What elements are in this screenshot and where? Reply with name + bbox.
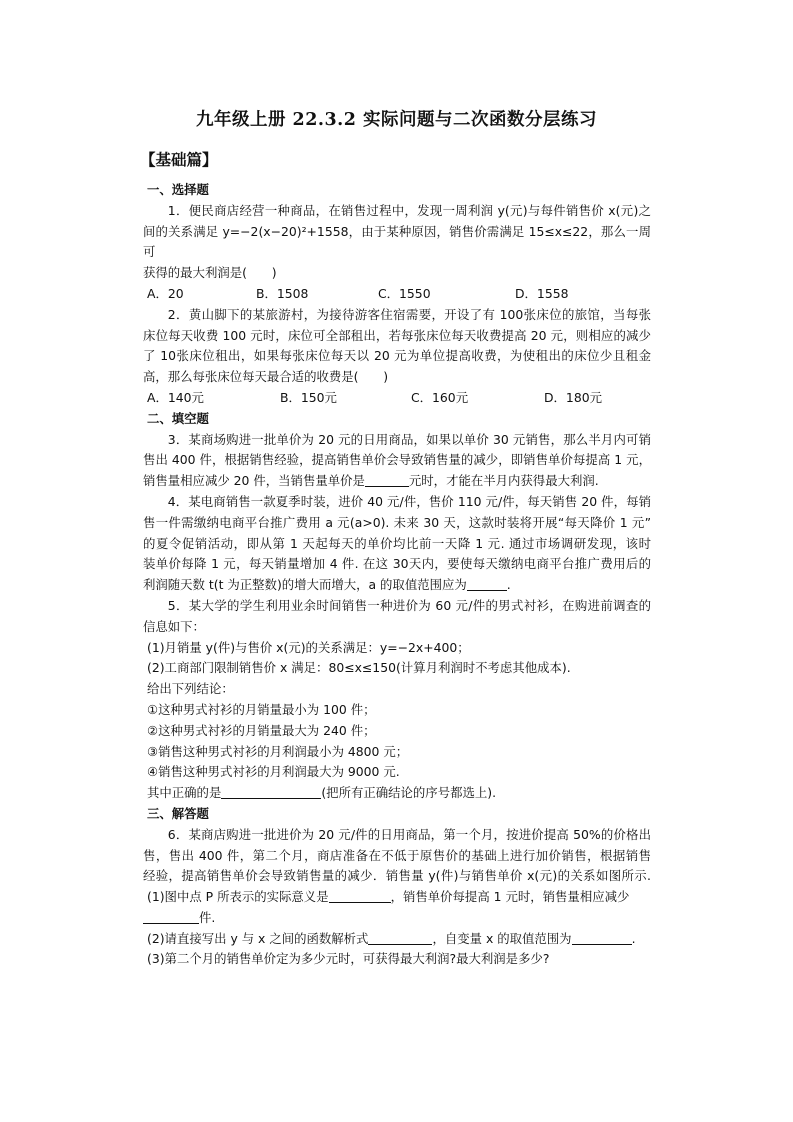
part1-heading: 一、选择题 — [147, 182, 209, 197]
q1-line: 间的关系满足 y=−2(x−20)²+1558，由于某种原因，销售价需满足 15≤x≤22，那么一周可 — [143, 223, 651, 260]
q5-line: 信息如下： — [143, 618, 205, 634]
question-6 — [143, 825, 651, 971]
q2-line: 床位每天收费 100 元时，床位可全部租出，若每张床位每天收费提高 20 元，则相应的减少 — [143, 327, 651, 343]
worksheet-content — [143, 180, 651, 970]
q5-statement: ②这种男式衬衫的月销量最大为 240 件； — [147, 722, 376, 738]
q2-option-b: B．150元 — [280, 389, 337, 405]
q6-text: (1)图中点 P 所表示的实际意义是 — [147, 889, 329, 905]
question-3 — [143, 430, 651, 492]
q3-line: 3．某商场购进一批单价为 20 元的日用商品，如果以单价 30 元销售，那么半月内可销 — [167, 431, 651, 447]
q5-line — [143, 783, 651, 804]
q5-line: 5．某大学的学生利用业余时间销售一种进价为 60 元/件的男式衬衫，在购进前调查的 — [167, 597, 651, 613]
q6-sub2 — [143, 929, 651, 950]
q6-answer-blank-3[interactable] — [368, 931, 432, 945]
page-title: 九年级上册 22.3.2 实际问题与二次函数分层练习 — [195, 110, 598, 130]
q6-text: ，销售单价每提高 1 元时，销售量相应减少 — [390, 889, 630, 905]
q4-answer-blank[interactable] — [467, 577, 507, 591]
q4-line: 售一件需缴纳电商平台推广费用 a 元(a>0). 未来 30 天，这款时装将开展“每天降价 1 元” — [143, 514, 651, 530]
q6-line: 经验，提高销售单价会导致销售量的减少．销售量 y(件)与销售单价 x(元)的关系如图所示. — [143, 868, 651, 884]
question-4 — [143, 492, 651, 596]
q1-option-d: D．1558 — [515, 285, 569, 301]
q1-line: 1．便民商店经营一种商品，在销售过程中，发现一周利润 y(元)与每件销售价 x(元)之 — [167, 202, 651, 218]
q5-answer-blank[interactable] — [221, 785, 321, 799]
q5-text: 其中正确的是 — [147, 785, 222, 801]
q1-option-c: C．1550 — [378, 285, 431, 301]
q4-line: 装单价每降 1 元，每天销量增加 4 件. 在这 30天内，要使每天缴纳电商平台推广费用后的 — [143, 556, 651, 572]
q2-options — [143, 388, 651, 409]
q5-given: 给出下列结论： — [147, 681, 234, 697]
q6-line: 售，售出 400 件，第二个月，商店准备在不低于原售价的基础上进行加价销售，根据销售 — [143, 847, 651, 863]
q4-line — [143, 575, 651, 596]
q1-option-a: A．20 — [147, 285, 184, 301]
q5-condition: (1)月销量 y(件)与售价 x(元)的关系满足：y=−2x+400； — [147, 639, 470, 655]
q6-text: . — [631, 930, 636, 946]
question-2 — [143, 305, 651, 409]
question-5 — [143, 596, 651, 804]
q6-answer-blank-1[interactable] — [329, 889, 391, 903]
part2-heading: 二、填空题 — [147, 410, 209, 426]
q3-answer-blank[interactable] — [365, 473, 409, 487]
q2-option-d: D．180元 — [544, 389, 602, 405]
q4-line: 4．某电商销售一款夏季时装，进价 40 元/件，售价 110 元/件，每天销售 20 件，每销 — [167, 493, 651, 509]
q4-line: 的夏令促销活动，即从第 1 天起每天的单价均比前一天降 1 元. 通过市场调研发现，该时 — [143, 535, 651, 551]
q6-answer-blank-2[interactable] — [143, 910, 199, 924]
q2-line: 了 10张床位租出，如果每张床位每天以 20 元为单位提高收费，为使租出的床位少且租金 — [143, 348, 651, 364]
section-heading: 【基础篇】 — [140, 151, 218, 169]
q3-line — [143, 471, 651, 492]
q5-condition: (2)工商部门限制销售价 x 满足：80≤x≤150(计算月利润时不考虑其他成本). — [147, 660, 571, 676]
q2-line: 高，那么每张床位每天最合适的收费是( ) — [143, 369, 389, 385]
q5-statement: ③销售这种男式衬衫的月利润最小为 4800 元； — [147, 743, 409, 759]
q4-text: 利润随天数 t(t 为正整数)的增大而增大，a 的取值范围应为 — [143, 577, 467, 593]
question-1 — [143, 201, 651, 305]
q6-sub1 — [143, 887, 651, 908]
q3-line: 售出 400 件，根据销售经验，提高销售单价会导致销售量的减少，即销售单价每提高 1 元， — [143, 452, 651, 468]
q5-statement: ④销售这种男式衬衫的月利润最大为 9000 元. — [147, 764, 400, 780]
q6-text: (2)请直接写出 y 与 x 之间的函数解析式 — [147, 930, 369, 946]
q6-sub1-cont — [143, 908, 651, 929]
q4-text: . — [506, 577, 511, 593]
q1-option-b: B．1508 — [256, 285, 309, 301]
part3-heading: 三、解答题 — [147, 805, 209, 821]
q1-options — [143, 284, 651, 305]
q5-statement: ①这种男式衬衫的月销量最小为 100 件； — [147, 701, 376, 717]
q6-sub3: (3)第二个月的销售单价定为多少元时，可获得最大利润?最大利润是多少? — [147, 951, 550, 967]
q5-text: (把所有正确结论的序号都选上). — [321, 785, 497, 801]
q2-option-a: A．140元 — [147, 389, 204, 405]
q6-line: 6．某商店购进一批进价为 20 元/件的日用商品，第一个月，按进价提高 50%的价格出 — [167, 826, 651, 842]
q2-option-c: C．160元 — [411, 389, 469, 405]
q2-line: 2．黄山脚下的某旅游村，为接待游客住宿需要，开设了有 100张床位的旅馆，当每张 — [167, 306, 651, 322]
q1-line: 获得的最大利润是( ) — [143, 265, 277, 281]
q3-text: 元时，才能在半月内获得最大利润. — [408, 473, 599, 489]
q6-text: 件. — [199, 909, 216, 925]
q6-answer-blank-4[interactable] — [572, 931, 632, 945]
q6-text: ，自变量 x 的取值范围为 — [432, 930, 572, 946]
q3-text: 销售量相应减少 20 件，当销售量单价是 — [143, 473, 365, 489]
